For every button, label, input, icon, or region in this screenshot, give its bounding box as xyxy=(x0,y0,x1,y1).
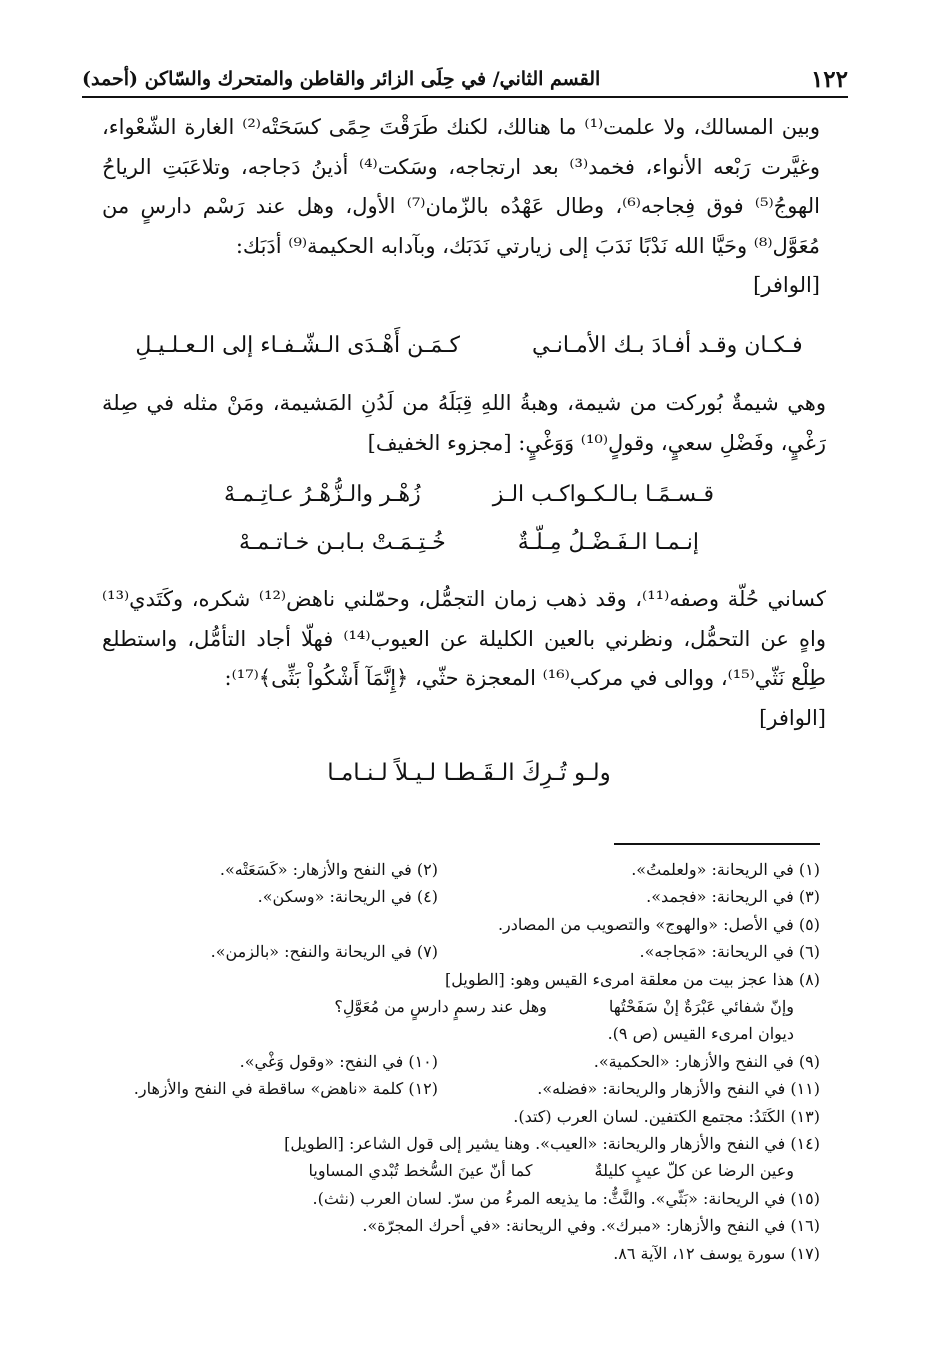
footnote-7: (٧) في الريحانة والنفح: «بالزمن». xyxy=(210,942,438,962)
verse-3-second-hemistich: خُـتِـمَـتْ بـابـن خـاتـمـهْ xyxy=(238,530,446,555)
paragraph-3-block xyxy=(102,580,826,738)
verse-1 xyxy=(135,333,803,358)
page-number: ١٢٢ xyxy=(810,65,848,93)
verse-4: ولـو تُـرِكَ الـقَـطـا لـيـلاً لـنـامـا xyxy=(327,760,611,786)
meter-label-2: [مجزوء الخفيف] xyxy=(367,430,512,455)
verse-1-second-hemistich: كـمَـن أَهْـدَى الـشّـفـاء إلى الـعـلـيـلِ xyxy=(135,333,460,358)
verse-3-first-hemistich: إنـمـا الـفَـضْـلُ مِـلّـةٌ xyxy=(517,530,700,555)
footnote-8-verse-second: وهل عند رسمٍ دارسٍ من مُعَوَّلِ؟ xyxy=(334,997,547,1017)
footnote-8-source: ديوان امرىء القيس (ص ٩). xyxy=(607,1024,794,1044)
footnote-14: (١٤) في النفح والأزهار والريحانة: «العيب». وهنا يشير إلى قول الشاعر: [الطويل] xyxy=(284,1134,820,1154)
footnote-2: (٢) في النفح والأزهار: «كَسَعَتْه». xyxy=(219,860,438,879)
verse-1-first-hemistich: فـكـان وقـد أفـادَ بـك الأمـانـي xyxy=(531,333,803,358)
footnote-row xyxy=(100,938,820,965)
footnote-17: (١٧) سورة يوسف ١٢، الآية ٨٦. xyxy=(613,1243,820,1263)
footnotes xyxy=(100,856,820,1267)
paragraph-2-block xyxy=(102,384,826,463)
footnote-3: (٣) في الريحانة: «فجمد». xyxy=(646,887,820,907)
meter-label-1: [الوافر] xyxy=(753,273,820,297)
paragraph-2: وهي شيمةٌ بُوركت من شيمة، وهبةُ اللهِ قِبَلَهُ من لَدُنِ المَشيمة، ومَنْ مثله في صِلة رَغْيٍ، وفَضْلِ سعيٍ، وقولٍ⁽¹⁰⁾ وَوَغْيٍ: xyxy=(102,391,826,455)
footnote-15: (١٥) في الريحانة: «بَثّي». والنَّثُّ: ما يذيعه المرءُ من سرّ. لسان العرب (نثث). xyxy=(312,1188,820,1208)
verse-2-second-hemistich: زُهْـر والـزُّهْـرُ عـاتِـمـهْ xyxy=(223,482,421,507)
footnote-row xyxy=(100,1048,820,1075)
footnote-separator xyxy=(614,843,820,845)
footnote-14-verse-second: كما أنّ عينَ السُّخط تُبْدي المساويا xyxy=(308,1161,533,1181)
verse-3 xyxy=(190,530,748,555)
footnote-1: (١) في الريحانة: «ولعلمتُ». xyxy=(631,860,820,879)
footnote-6: (٦) في الريحانة: «مَجاجه». xyxy=(639,942,820,962)
paragraph-3: كساني حُلّة وصفه⁽¹¹⁾، وقد ذهب زمان التجمُّل، وحمّلني ناهض⁽¹²⁾ شكره، وكَتَدي⁽¹³⁾ واهٍ عن التحمُّل، ونظرني بالعين الكليلة عن العيوب⁽¹⁴⁾ فهلّا أجاد التأمُّل، واستطلع طِلْع نَثّي⁽¹⁵⁾، ووالى في مركب⁽¹⁶⁾ المعجزة حثّي، ﴿إِنَّمَآ أَشْكُواْ بَثِّى﴾⁽¹⁷⁾: xyxy=(102,587,827,690)
footnote-row xyxy=(100,856,820,883)
footnote-8-verse-first: وإنّ شفائي عَبْرَةٌ إنْ سَفَحْتُها xyxy=(608,997,794,1017)
footnote-8-verse xyxy=(100,993,820,1020)
footnote-9: (٩) في النفح والأزهار: «الحكمية». xyxy=(593,1051,820,1071)
verse-2-first-hemistich: قـسـمًـا بـالـكـواكـب الـز xyxy=(492,482,715,507)
footnote-10: (١٠) في النفح: «وقول وَغْي». xyxy=(239,1051,438,1071)
footnote-12: (١٢) كلمة «ناهض» ساقطة في النفح والأزهار. xyxy=(133,1079,438,1099)
footnote-11: (١١) في النفح والأزهار والريحانة: «فضله». xyxy=(537,1079,820,1099)
page-header xyxy=(82,62,848,98)
footnote-14-verse xyxy=(100,1157,820,1184)
footnote-row xyxy=(100,883,820,910)
running-title: القسم الثاني/ في حِلَى الزائر والقاطن والمتحرك والسّاكن (أحمد) xyxy=(82,68,601,90)
footnote-4: (٤) في الريحانة: «وسكن». xyxy=(257,887,438,907)
footnote-16: (١٦) في النفح والأزهار: «مبرك». وفي الريحانة: «في أحرك المجرّة». xyxy=(362,1216,820,1236)
footnote-row xyxy=(100,1075,820,1102)
main-text xyxy=(102,108,820,306)
footnote-5: (٥) في الأصل: «والهوج» والتصويب من المصادر. xyxy=(497,914,820,934)
meter-label-3: [الوافر] xyxy=(759,705,826,730)
paragraph-1: وبين المسالك، ولا علمت⁽¹⁾ ما هنالك، لكنك طَرَقْتَ حِمًى كسَحَتْه⁽²⁾ الغارة الشّعْواء، وغيَّرت رَبْعه الأنواء، فخمد⁽³⁾ بعد ارتجاجه، وسَكت⁽⁴⁾ أذينُ دَجاجه، وتلاعَبَتِ الرياحُ الهوجُ⁽⁵⁾ فوق فِجاجه⁽⁶⁾، وطال عَهْدُه بالزّمان⁽⁷⁾ الأول، وهل عند رَسْم دارسٍ من مُعَوَّل⁽⁸⁾ وحَيَّا الله نَدْبًا نَدَبَ إلى زيارتي نَدَبَك، وبآدابه الحكيمة⁽⁹⁾ أدَبَك: xyxy=(102,115,820,258)
verse-2 xyxy=(190,482,748,507)
footnote-8: (٨) هذا عجز بيت من معلقة امرىء القيس وهو: [الطويل] xyxy=(445,969,820,989)
footnote-13: (١٣) الكَتَدُ: مجتمع الكتفين. لسان العرب (كتد). xyxy=(513,1106,820,1126)
footnote-14-verse-first: وعين الرضا عن كلّ عيبٍ كليلةٌ xyxy=(594,1161,794,1181)
